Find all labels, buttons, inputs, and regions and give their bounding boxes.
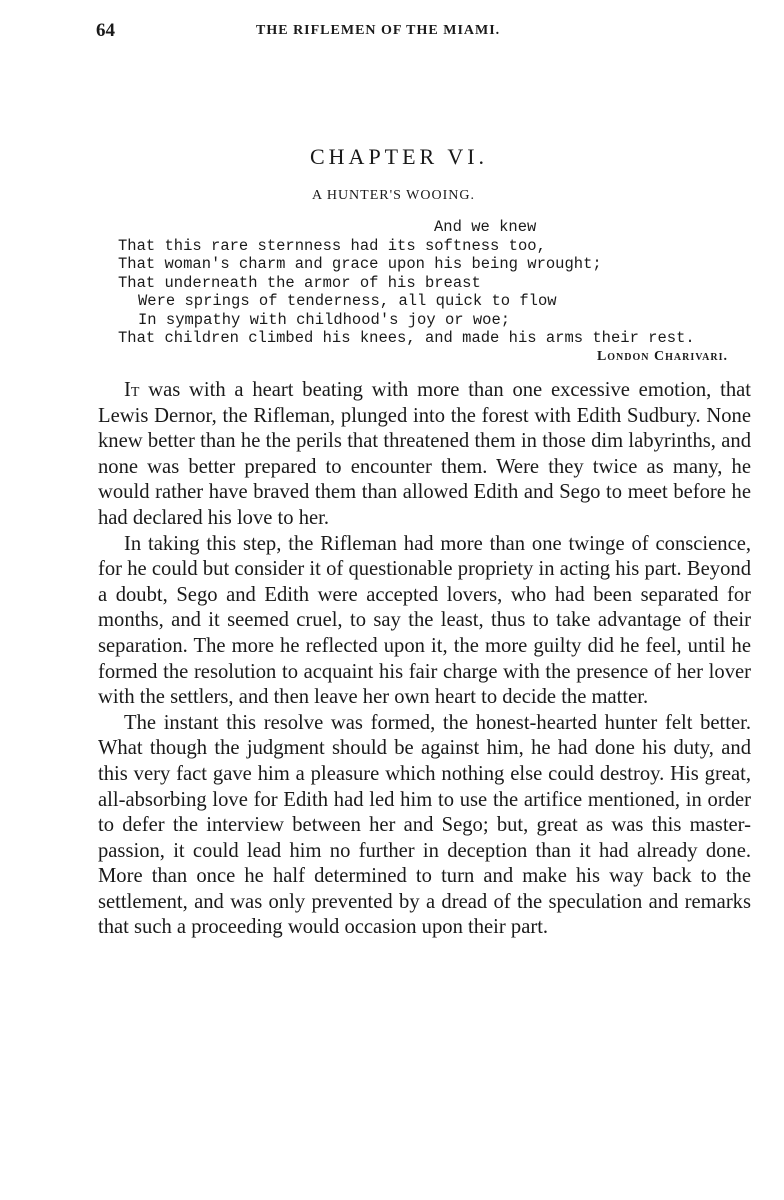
- epigraph-line: That underneath the armor of his breast: [118, 273, 481, 292]
- paragraph: [98, 532, 751, 711]
- paragraph-text: was with a heart beating with more than one excessive emotion, that Lewis Dernor, the Rifleman, plunged into the forest with Edith Sudbury. None knew better than he the perils that threatened them in those dim labyrinths, and none was better prepared to encounter them. Were they twice as many, he would rather have braved them than allowed Edith and Sego to meet before he had declared his love to her.: [98, 379, 751, 529]
- page-number: 64: [96, 20, 115, 41]
- paragraph: [98, 711, 751, 941]
- epigraph-line: In sympathy with childhood's joy or woe;: [138, 310, 511, 329]
- chapter-subtitle: A HUNTER'S WOOING.: [312, 188, 475, 203]
- epigraph-line: That this rare sternness had its softness too,: [118, 236, 546, 255]
- chapter-title: CHAPTER VI.: [310, 144, 489, 169]
- running-head: [96, 20, 752, 44]
- body-text: [98, 378, 751, 941]
- epigraph-attribution: London Charivari.: [596, 348, 728, 364]
- epigraph-line: That children climbed his knees, and made his arms their rest.: [118, 329, 695, 347]
- epigraph-line: And we knew: [434, 218, 537, 236]
- paragraph-text: The instant this resolve was formed, the honest-hearted hunter felt better. What though the judgment should be against him, he had done his duty, and this very fact gave him a pleasure which nothing else could destroy. His great, all-absorbing love for Edith had led him to use the artifice mentioned, in order to defer the interview between her and Sego; but, great as was this master-passion, it could lead him no further in deception than it had already done. More than once he half determined to turn and make his way back to the settlement, and was only prevented by a dread of the speculation and remarks that such a proceeding would occasion upon their part.: [98, 711, 751, 939]
- epigraph: [118, 218, 738, 366]
- epigraph-line: Were springs of tenderness, all quick to flow: [138, 292, 557, 310]
- epigraph-line: That woman's charm and grace upon his being wrought;: [118, 255, 602, 273]
- paragraph-text: In taking this step, the Rifleman had more than one twinge of conscience, for he could but consider it of questionable propriety in acting his part. Beyond a doubt, Sego and Edith were accepted lovers, who had been separated for months, and it seemed cruel, to say the least, thus to take advantage of their separation. The more he reflected upon it, the more guilty did he feel, until he formed the resolution to acquaint his fair charge with the presence of her lover with the settlers, and then leave her own heart to decide the matter.: [98, 532, 751, 709]
- paragraph: [98, 378, 751, 532]
- running-title: THE RIFLEMEN OF THE MIAMI.: [256, 23, 501, 38]
- paragraph-lead-word: It: [124, 379, 140, 401]
